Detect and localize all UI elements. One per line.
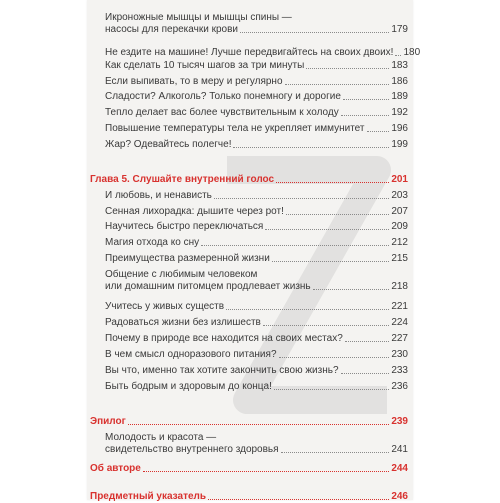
- toc-page-number: 196: [391, 123, 408, 134]
- toc-heading: [90, 416, 408, 428]
- toc-leader-dots: [286, 214, 389, 215]
- toc-leader-dots: [341, 115, 390, 116]
- toc-entry-line: [105, 301, 408, 313]
- toc-leader-dots: [240, 32, 389, 33]
- toc-entry-title: Эпилог: [90, 416, 126, 427]
- toc-page-number: 215: [391, 253, 408, 264]
- toc-entry: [105, 365, 408, 377]
- toc-entry: [105, 60, 408, 72]
- toc-entry-line: [105, 123, 408, 135]
- toc-entry-line: [90, 491, 408, 503]
- toc-leader-dots: [208, 499, 389, 500]
- toc-entry-line: [105, 237, 408, 249]
- toc-entry-title: Радоваться жизни без излишеств: [105, 317, 261, 328]
- toc-entry: [105, 47, 421, 59]
- toc-entry-title: Сладости? Алкоголь? Только понемногу и дорогие: [105, 91, 341, 102]
- toc-leader-dots: [313, 289, 390, 290]
- toc-entry-line: [105, 47, 421, 59]
- toc-leader-dots: [226, 309, 389, 310]
- toc-entry-title: Сенная лихорадка: дышите через рот!: [105, 206, 284, 217]
- toc-leader-dots: [274, 389, 389, 390]
- toc-entry-line: [105, 365, 408, 377]
- toc-entry-title: Повышение температуры тела не укрепляет иммунитет: [105, 123, 365, 134]
- toc-entry-title: насосы для перекачки крови: [105, 24, 238, 35]
- book-page: [87, 0, 421, 502]
- toc-entry-line: [105, 206, 408, 218]
- toc-entry-title: Как сделать 10 тысяч шагов за три минуты: [105, 60, 305, 71]
- toc-entry-line: [105, 76, 408, 88]
- toc-entry-title: Об авторе: [90, 463, 141, 474]
- toc-page-number: 244: [391, 463, 408, 474]
- toc-entry-title: Жар? Одевайтесь полегче!: [105, 139, 232, 150]
- toc-leader-dots: [345, 341, 390, 342]
- toc-entry-title: Вы что, именно так хотите закончить свою жизнь?: [105, 365, 339, 376]
- toc-leader-dots: [306, 68, 389, 69]
- toc-entry-line: [105, 381, 408, 393]
- toc-page-number: 212: [391, 237, 408, 248]
- toc-entry-title: Быть бодрым и здоровым до конца!: [105, 381, 272, 392]
- toc-entry-line: [105, 12, 408, 24]
- toc-entry-title: Почему в природе все находится на своих местах?: [105, 333, 343, 344]
- toc-page-number: 221: [391, 301, 408, 312]
- toc-entry: [105, 221, 408, 233]
- toc-entry-title: Молодость и красота —: [105, 432, 217, 443]
- toc-leader-dots: [341, 373, 390, 374]
- toc-entry: [105, 190, 408, 202]
- toc-entry-title: И любовь, и ненависть: [105, 190, 212, 201]
- toc-entry-title: Если выпивать, то в меру и регулярно: [105, 76, 283, 87]
- toc-leader-dots: [279, 357, 390, 358]
- toc-leader-dots: [395, 55, 401, 56]
- toc-entry: [105, 123, 408, 135]
- toc-entry: [105, 432, 408, 456]
- toc-entry-line: [105, 269, 408, 281]
- toc-leader-dots: [276, 182, 389, 183]
- toc-entry-line: [90, 463, 408, 475]
- toc-page-number: 199: [391, 139, 408, 150]
- toc-entry: [105, 91, 408, 103]
- toc-entry-line: [90, 416, 408, 428]
- toc-entry-line: [105, 349, 408, 361]
- toc-leader-dots: [201, 245, 389, 246]
- toc-entry-line: [105, 107, 408, 119]
- toc-entry-title: или домашним питомцем продлевает жизнь: [105, 281, 311, 292]
- toc-leader-dots: [233, 147, 389, 148]
- toc-entry-line: [105, 60, 408, 72]
- toc-entry: [105, 139, 408, 151]
- toc-entry-line: [105, 253, 408, 265]
- toc-page-number: 180: [403, 47, 421, 58]
- toc-entry-title: Не ездите на машине! Лучше передвигайтесь на своих двоих!: [105, 47, 394, 58]
- toc-entry-title: Глава 5. Слушайте внутренний голос: [90, 174, 275, 185]
- toc-entry-line: [90, 174, 408, 186]
- toc-entry: [105, 237, 408, 249]
- toc-entry-title: Преимущества размеренной жизни: [105, 253, 270, 264]
- toc-page-number: 201: [391, 174, 408, 185]
- toc-page-number: 179: [391, 24, 408, 35]
- toc-entry-title: Тепло делает вас более чувствительным к холоду: [105, 107, 339, 118]
- toc-entry-line: [105, 139, 408, 151]
- toc-page-number: 183: [391, 60, 408, 71]
- toc-entry: [105, 206, 408, 218]
- toc-page-number: 224: [391, 317, 408, 328]
- toc-heading: [90, 463, 408, 475]
- toc-entry-line: [105, 281, 408, 293]
- toc-entry-line: [105, 190, 408, 202]
- toc-page-number: 227: [391, 333, 408, 344]
- toc-entry-title: Предметный указатель: [90, 491, 207, 502]
- toc-entry-title: Магия отхода ко сну: [105, 237, 200, 248]
- toc-page-number: 230: [391, 349, 408, 360]
- toc-leader-dots: [128, 424, 390, 425]
- toc-entry: [105, 12, 408, 36]
- toc-heading: [90, 174, 408, 186]
- toc-entry-line: [105, 432, 408, 444]
- toc-entry-title: В чем смысл одноразового питания?: [105, 349, 277, 360]
- toc-entry-title: Общение с любимым человеком: [105, 269, 258, 280]
- toc-heading: [90, 491, 408, 503]
- toc-page-number: 186: [391, 76, 408, 87]
- toc-page-number: 192: [391, 107, 408, 118]
- toc-leader-dots: [343, 99, 389, 100]
- toc-entry: [105, 269, 408, 293]
- toc-page-number: 189: [391, 91, 408, 102]
- toc-entry: [105, 301, 408, 313]
- toc-leader-dots: [143, 471, 389, 472]
- toc-leader-dots: [285, 84, 390, 85]
- toc-entry-line: [105, 221, 408, 233]
- toc-entry-line: [105, 333, 408, 345]
- toc-page-number: 233: [391, 365, 408, 376]
- toc-page-number: 218: [391, 281, 408, 292]
- toc-leader-dots: [272, 261, 390, 262]
- toc-entry-line: [105, 24, 408, 36]
- toc-page-number: 203: [391, 190, 408, 201]
- toc-leader-dots: [265, 229, 389, 230]
- toc-entry: [105, 107, 408, 119]
- toc-leader-dots: [367, 131, 390, 132]
- toc-entry-line: [105, 444, 408, 456]
- toc-entry-title: Учитесь у живых существ: [105, 301, 225, 312]
- toc-entry-line: [105, 317, 408, 329]
- toc-entry-line: [105, 91, 408, 103]
- toc-leader-dots: [263, 325, 389, 326]
- toc-page-number: 236: [391, 381, 408, 392]
- toc-entry: [105, 349, 408, 361]
- toc-entry: [105, 317, 408, 329]
- toc-leader-dots: [214, 198, 389, 199]
- toc-entry: [105, 253, 408, 265]
- toc-entry: [105, 76, 408, 88]
- toc-page-number: 239: [391, 416, 408, 427]
- toc-entry: [105, 381, 408, 393]
- toc-page-number: 209: [391, 221, 408, 232]
- toc-entry: [105, 333, 408, 345]
- toc-leader-dots: [281, 452, 390, 453]
- toc-page-number: 207: [391, 206, 408, 217]
- toc-page-number: 246: [391, 491, 408, 502]
- toc-entry-title: Икроножные мышцы и мышцы спины —: [105, 12, 292, 23]
- toc-page-number: 241: [391, 444, 408, 455]
- toc-entry-title: свидетельство внутреннего здоровья: [105, 444, 279, 455]
- toc-entry-title: Научитесь быстро переключаться: [105, 221, 264, 232]
